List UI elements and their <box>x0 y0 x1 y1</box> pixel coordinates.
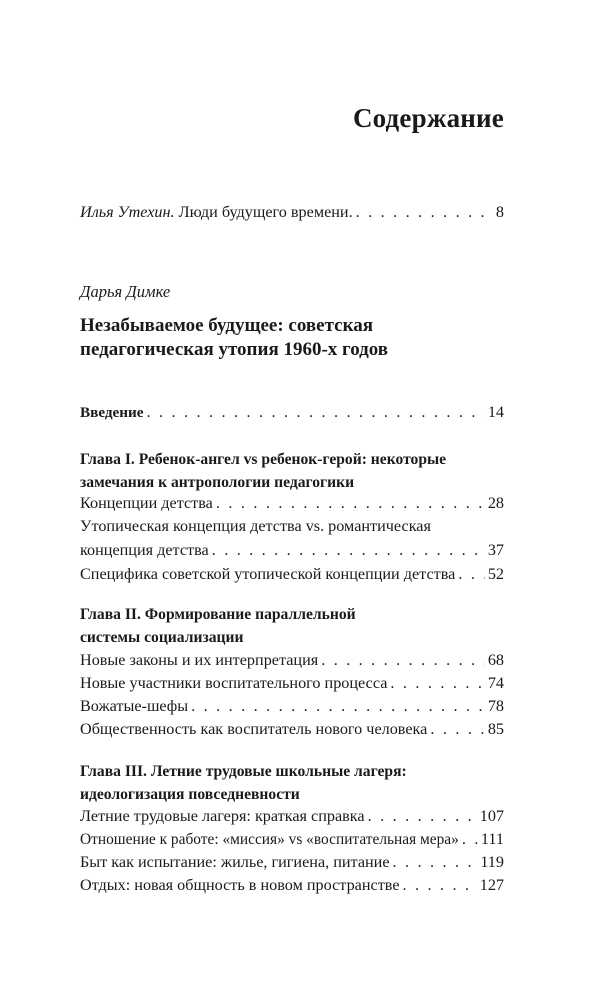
toc-entry-title: Введение <box>80 404 144 421</box>
toc-leader-dots <box>462 829 478 849</box>
toc-entry-section[interactable] <box>80 673 504 693</box>
book-title-line: педагогическая утопия 1960-х годов <box>80 339 389 360</box>
toc-page-number: 37 <box>487 541 504 559</box>
toc-entry-section[interactable] <box>80 875 504 895</box>
toc-page-number: 28 <box>487 494 504 512</box>
book-title-line: Незабываемое будущее: советская <box>80 315 374 336</box>
book-author: Дарья Димке <box>80 282 171 301</box>
toc-entry-introduction[interactable] <box>80 402 504 423</box>
toc-page-number: 127 <box>479 876 504 894</box>
toc-leader-dots <box>368 806 477 826</box>
chapter-title-line: Глава II. Формирование параллельной <box>80 606 356 623</box>
toc-heading: Содержание <box>352 103 504 133</box>
toc-entry-author: Илья Утехин. <box>80 203 175 221</box>
toc-entry-text <box>80 202 353 222</box>
toc-leader-dots <box>390 673 484 693</box>
toc-entry-section[interactable] <box>80 829 504 850</box>
toc-entry-title: Новые законы и их интерпретация <box>80 651 319 669</box>
toc-entry-title: Вожатые-шефы <box>80 697 189 715</box>
toc-entry-title-line: концепция детства <box>80 541 209 559</box>
toc-leader-dots <box>430 719 484 739</box>
toc-entry-section[interactable] <box>80 650 504 670</box>
toc-entry-title: Отдых: новая общность в новом пространстве <box>80 876 400 894</box>
toc-entry-title: Летние трудовые лагеря: краткая справка <box>80 807 365 825</box>
toc-page-number: 14 <box>487 403 504 421</box>
toc-leader-dots <box>393 852 478 872</box>
toc-entry-title: Быт как испытание: жилье, гигиена, питание <box>80 853 390 871</box>
toc-leader-dots <box>147 402 485 422</box>
chapter-title-line: системы социализации <box>80 629 244 646</box>
toc-entry-title: Отношение к работе: «миссия» vs «воспитательная мера» <box>80 831 459 848</box>
toc-entry-title: Концепции детства <box>80 494 213 512</box>
toc-leader-dots <box>403 875 477 895</box>
toc-entry-section[interactable] <box>80 493 504 513</box>
toc-entry-section[interactable] <box>80 852 504 872</box>
toc-leader-dots <box>458 564 484 584</box>
toc-page-number: 85 <box>487 720 504 738</box>
toc-page-number: 52 <box>487 565 504 583</box>
chapter-2-title[interactable] <box>80 603 356 649</box>
toc-entry-section[interactable] <box>80 806 504 826</box>
toc-page-number: 111 <box>480 830 504 848</box>
toc-entry-title: Новые участники воспитательного процесса <box>80 674 388 692</box>
toc-entry-title: Общественность как воспитатель нового человека <box>80 720 428 738</box>
toc-page-number: 8 <box>495 203 504 221</box>
toc-entry-title-line: Утопическая концепция детства vs. романтическая <box>80 517 431 535</box>
book-title <box>80 314 388 362</box>
toc-page-number: 107 <box>479 807 504 825</box>
chapter-title-line: Глава III. Летние трудовые школьные лагеря: <box>80 763 407 780</box>
toc-entry-title: Люди будущего времени. <box>178 203 353 221</box>
toc-leader-dots <box>216 493 485 513</box>
toc-page-number: 119 <box>480 853 504 871</box>
toc-entry-title: Специфика советской утопической концепции детства <box>80 565 456 583</box>
toc-page <box>80 0 504 1000</box>
toc-leader-dots <box>191 696 485 716</box>
toc-entry-section[interactable] <box>80 696 504 716</box>
toc-page-number: 78 <box>487 697 504 715</box>
toc-leader-dots <box>356 202 493 222</box>
chapter-title-line: идеологизация повседневности <box>80 786 300 803</box>
chapter-title-line: Глава I. Ребенок-ангел vs ребенок-герой: некоторые <box>80 451 447 468</box>
chapter-1-title[interactable] <box>80 448 446 494</box>
toc-entry-intro[interactable] <box>80 202 504 222</box>
toc-entry-section[interactable] <box>80 514 504 562</box>
toc-entry-section[interactable] <box>80 719 504 739</box>
toc-entry-section[interactable] <box>80 564 504 584</box>
chapter-3-title[interactable] <box>80 760 407 806</box>
toc-page-number: 74 <box>487 674 504 692</box>
toc-page-number: 68 <box>487 651 504 669</box>
toc-leader-dots <box>321 650 485 670</box>
toc-entry-title-row <box>80 538 504 562</box>
toc-leader-dots <box>212 538 485 562</box>
chapter-title-line: замечания к антропологии педагогики <box>80 474 355 491</box>
